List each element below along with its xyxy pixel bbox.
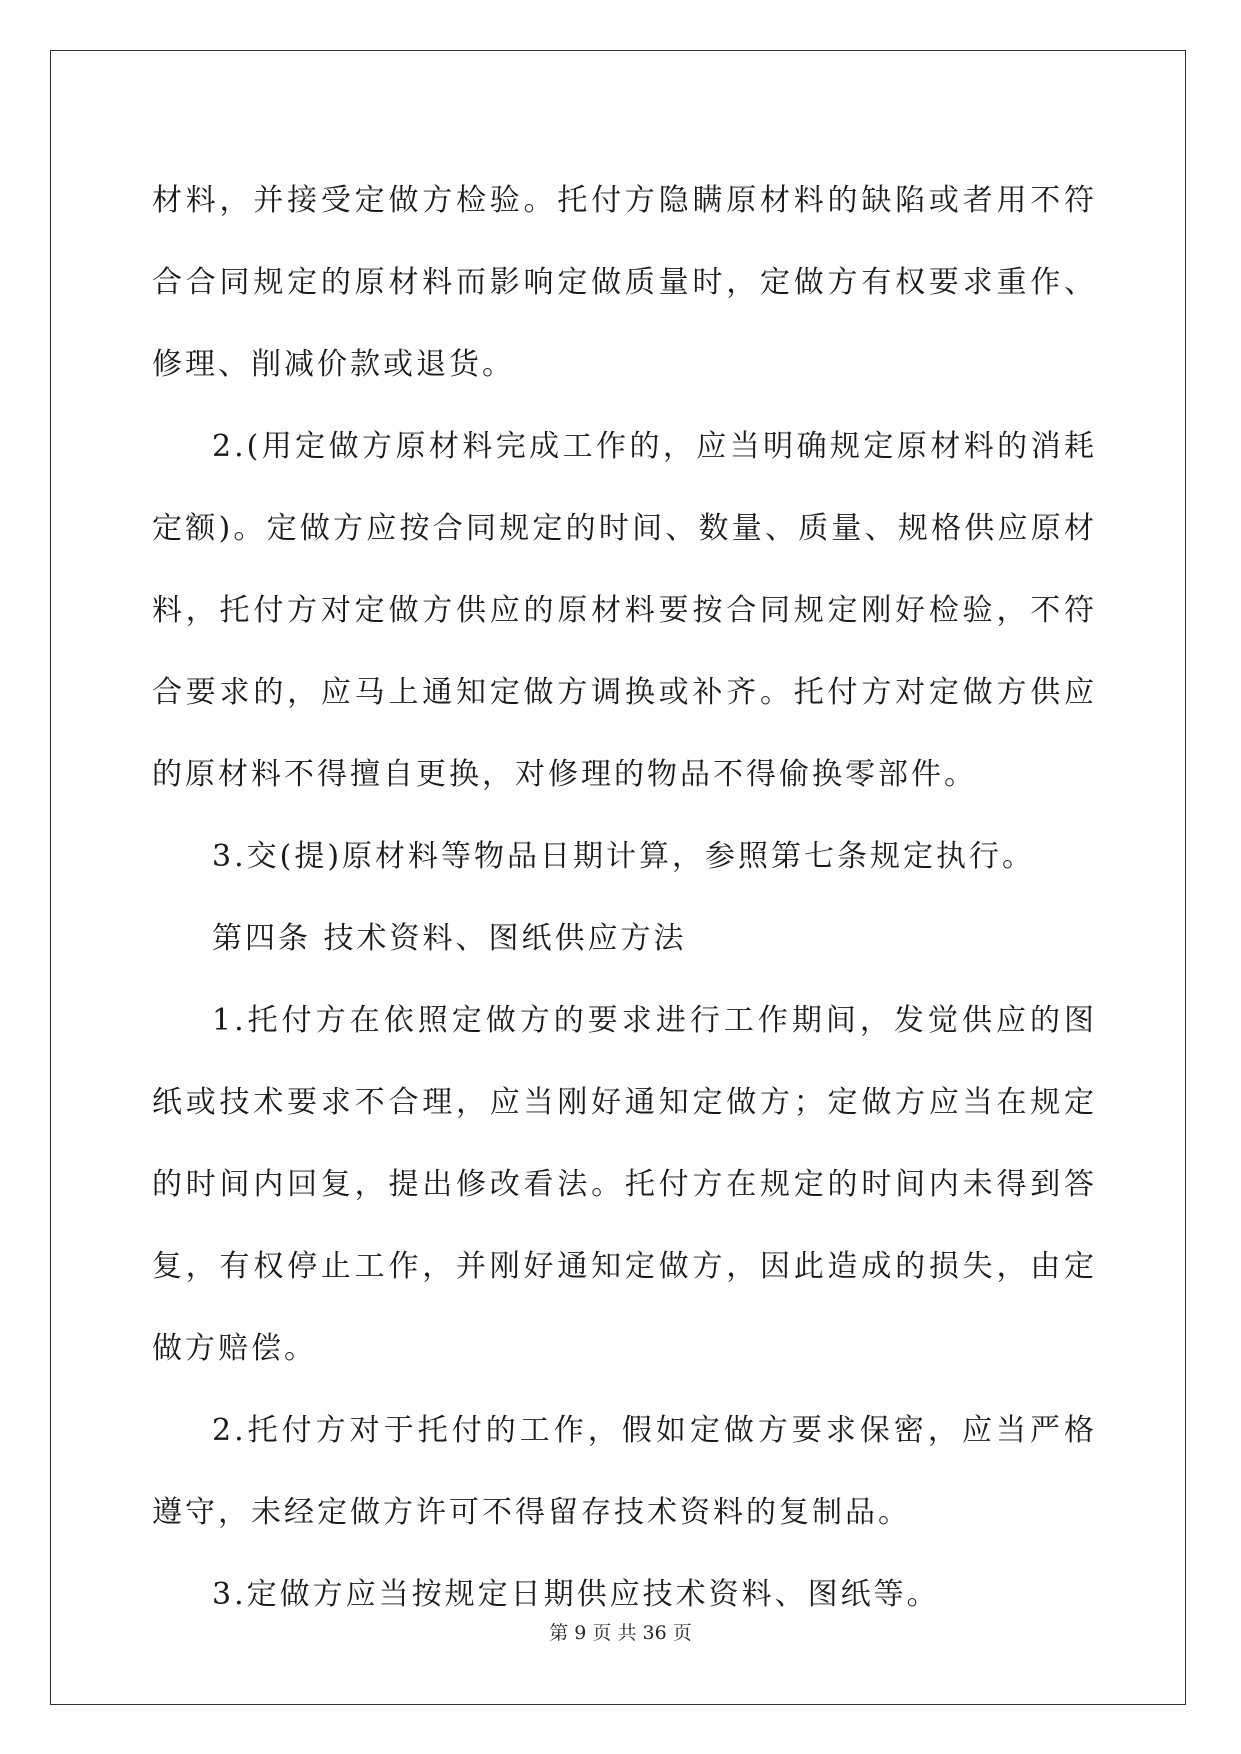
document-body (152, 160, 1097, 1636)
paragraph-2: 2.(用定做方原材料完成工作的，应当明确规定原材料的消耗定额)。定做方应按合同规定的时间、数量、质量、规格供应原材料，托付方对定做方供应的原材料要按合同规定刚好检验，不符合要求的，应马上通知定做方调换或补齐。托付方对定做方供应的原材料不得擅自更换，对修理的物品不得偷换零部件。 (152, 429, 1097, 792)
paragraph-3: 3.交(提)原材料等物品日期计算，参照第七条规定执行。 (212, 839, 1036, 874)
paragraph-5: 2.托付方对于托付的工作，假如定做方要求保密，应当严格遵守，未经定做方许可不得留存技术资料的复制品。 (152, 1413, 1097, 1530)
page-number-footer: 第 9 页 共 36 页 (549, 1622, 692, 1644)
paragraph-1: 材料，并接受定做方检验。托付方隐瞒原材料的缺陷或者用不符合合同规定的原材料而影响定做质量时，定做方有权要求重作、修理、削减价款或退货。 (152, 183, 1097, 382)
paragraph-4: 1.托付方在依照定做方的要求进行工作期间，发觉供应的图纸或技术要求不合理，应当刚好通知定做方；定做方应当在规定的时间内回复，提出修改看法。托付方在规定的时间内未得到答复，有权停止工作，并刚好通知定做方，因此造成的损失，由定做方赔偿。 (152, 1003, 1097, 1366)
paragraph-6: 3.定做方应当按规定日期供应技术资料、图纸等。 (212, 1577, 940, 1612)
section-heading-article-4: 第四条 技术资料、图纸供应方法 (212, 921, 687, 956)
